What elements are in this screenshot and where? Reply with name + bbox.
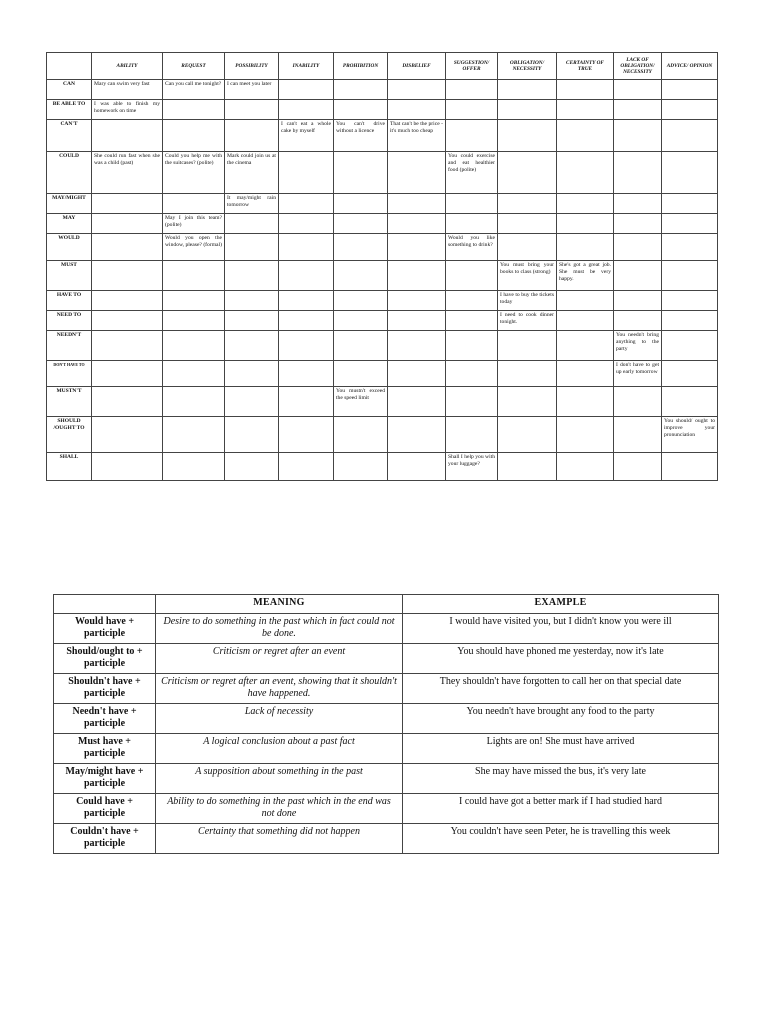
- example-cell: [334, 311, 388, 331]
- perfect-row: [54, 794, 719, 824]
- example-cell: [163, 261, 225, 291]
- example-cell: That can't be the price - it's much too cheap: [388, 120, 446, 152]
- example-cell: [498, 417, 557, 453]
- example-cell: [225, 214, 279, 234]
- example-cell: [92, 194, 163, 214]
- example-cell: [334, 152, 388, 194]
- example-cell: I can meet you later: [225, 80, 279, 100]
- example-cell: [334, 194, 388, 214]
- example-cell: [388, 152, 446, 194]
- example-cell: Can you call me tonight?: [163, 80, 225, 100]
- grid-row: [47, 417, 718, 453]
- example-cell: [279, 453, 334, 481]
- example-cell: [225, 387, 279, 417]
- example-cell: [225, 361, 279, 387]
- example-cell: [662, 194, 718, 214]
- example-cell: I have to buy the tickets today: [498, 291, 557, 311]
- example-cell: [163, 453, 225, 481]
- perfect-column-header: EXAMPLE: [403, 595, 719, 614]
- example-cell: [279, 80, 334, 100]
- perfect-example: She may have missed the bus, it's very late: [403, 764, 719, 794]
- modal-verb-label: HAVE TO: [47, 291, 92, 311]
- grid-row: [47, 361, 718, 387]
- example-cell: [279, 417, 334, 453]
- example-cell: [388, 331, 446, 361]
- example-cell: [92, 417, 163, 453]
- example-cell: You can't drive without a licence: [334, 120, 388, 152]
- example-cell: [225, 417, 279, 453]
- example-cell: [557, 311, 614, 331]
- example-cell: [662, 311, 718, 331]
- example-cell: [498, 387, 557, 417]
- example-cell: [614, 311, 662, 331]
- perfect-column-header: [54, 595, 156, 614]
- example-cell: I was able to finish my homework on time: [92, 100, 163, 120]
- example-cell: [334, 453, 388, 481]
- perfect-form: Needn't have + participle: [54, 704, 156, 734]
- grid-row: [47, 214, 718, 234]
- example-cell: [163, 331, 225, 361]
- grid-row: [47, 152, 718, 194]
- example-cell: [662, 100, 718, 120]
- example-cell: [225, 291, 279, 311]
- grid-header-row: [47, 53, 718, 80]
- perfect-row: [54, 824, 719, 854]
- example-cell: [225, 311, 279, 331]
- modal-verb-label: WOULD: [47, 234, 92, 261]
- grid-row: [47, 387, 718, 417]
- example-cell: [446, 261, 498, 291]
- example-cell: [557, 361, 614, 387]
- example-cell: [388, 261, 446, 291]
- modal-verb-label: NEED TO: [47, 311, 92, 331]
- grid-row: [47, 120, 718, 152]
- example-cell: [614, 120, 662, 152]
- example-cell: [614, 291, 662, 311]
- example-cell: [446, 120, 498, 152]
- example-cell: [279, 387, 334, 417]
- example-cell: [279, 291, 334, 311]
- grid-row: [47, 234, 718, 261]
- perfect-form: Shouldn't have + participle: [54, 674, 156, 704]
- example-cell: [557, 100, 614, 120]
- example-cell: You mustn't exceed the speed limit: [334, 387, 388, 417]
- example-cell: [498, 361, 557, 387]
- example-cell: [614, 387, 662, 417]
- example-cell: [557, 234, 614, 261]
- example-cell: [279, 100, 334, 120]
- modal-verb-label: MAY: [47, 214, 92, 234]
- example-cell: [614, 80, 662, 100]
- column-header: ADVICE/ OPINION: [662, 53, 718, 80]
- column-header: POSSIBILITY: [225, 53, 279, 80]
- example-cell: [388, 291, 446, 311]
- example-cell: [388, 80, 446, 100]
- example-cell: [334, 331, 388, 361]
- example-cell: [279, 331, 334, 361]
- example-cell: [225, 120, 279, 152]
- example-cell: You must bring your books to class (strong): [498, 261, 557, 291]
- example-cell: [388, 214, 446, 234]
- example-cell: [557, 291, 614, 311]
- example-cell: [498, 100, 557, 120]
- example-cell: [557, 214, 614, 234]
- modal-verb-label: CAN: [47, 80, 92, 100]
- example-cell: [662, 152, 718, 194]
- example-cell: [334, 234, 388, 261]
- example-cell: [498, 234, 557, 261]
- example-cell: [614, 152, 662, 194]
- example-cell: [334, 417, 388, 453]
- example-cell: [498, 214, 557, 234]
- example-cell: [498, 80, 557, 100]
- example-cell: [614, 453, 662, 481]
- perfect-row: [54, 674, 719, 704]
- example-cell: [279, 152, 334, 194]
- grid-row: [47, 331, 718, 361]
- perfect-row: [54, 644, 719, 674]
- example-cell: [446, 80, 498, 100]
- example-cell: [163, 194, 225, 214]
- column-header: ABILITY: [92, 53, 163, 80]
- example-cell: [662, 453, 718, 481]
- example-cell: [614, 261, 662, 291]
- perfect-row: [54, 734, 719, 764]
- perfect-column-header: MEANING: [156, 595, 403, 614]
- perfect-row: [54, 764, 719, 794]
- perfect-example: They shouldn't have forgotten to call her on that special date: [403, 674, 719, 704]
- grid-row: [47, 100, 718, 120]
- example-cell: I don't have to get up early tomorrow: [614, 361, 662, 387]
- example-cell: Could you help me with the suitcases? (polite): [163, 152, 225, 194]
- modal-verb-label: DON'T HAVE TO: [47, 361, 92, 387]
- perfect-example: Lights are on! She must have arrived: [403, 734, 719, 764]
- example-cell: [279, 311, 334, 331]
- example-cell: [92, 234, 163, 261]
- example-cell: [557, 152, 614, 194]
- perfect-example: You should have phoned me yesterday, now it's late: [403, 644, 719, 674]
- example-cell: [225, 261, 279, 291]
- grid-row: [47, 311, 718, 331]
- example-cell: [334, 100, 388, 120]
- modal-verb-label: MAY/MIGHT: [47, 194, 92, 214]
- example-cell: May I join this team? (polite): [163, 214, 225, 234]
- column-header: SUGGESTION/ OFFER: [446, 53, 498, 80]
- perfect-example: I would have visited you, but I didn't know you were ill: [403, 614, 719, 644]
- example-cell: [662, 214, 718, 234]
- example-cell: [92, 291, 163, 311]
- example-cell: [662, 120, 718, 152]
- example-cell: [662, 291, 718, 311]
- example-cell: You needn't bring anything to the party: [614, 331, 662, 361]
- example-cell: [557, 453, 614, 481]
- example-cell: [279, 194, 334, 214]
- example-cell: [388, 311, 446, 331]
- example-cell: [163, 100, 225, 120]
- example-cell: [334, 214, 388, 234]
- example-cell: [662, 387, 718, 417]
- perfect-meaning: Certainty that something did not happen: [156, 824, 403, 854]
- grid-row: [47, 194, 718, 214]
- example-cell: [446, 100, 498, 120]
- modal-verb-label: SHOULD /OUGHT TO: [47, 417, 92, 453]
- example-cell: Would you like something to drink?: [446, 234, 498, 261]
- perfect-form: Couldn't have + participle: [54, 824, 156, 854]
- example-cell: [662, 80, 718, 100]
- column-header: [47, 53, 92, 80]
- example-cell: [388, 453, 446, 481]
- column-header: OBLIGATION/ NECESSITY: [498, 53, 557, 80]
- example-cell: [92, 120, 163, 152]
- example-cell: She could run fast when she was a child (past): [92, 152, 163, 194]
- example-cell: [388, 234, 446, 261]
- grid-row: [47, 453, 718, 481]
- example-cell: [446, 417, 498, 453]
- perfect-row: [54, 704, 719, 734]
- example-cell: [498, 120, 557, 152]
- example-cell: [279, 234, 334, 261]
- example-cell: [662, 331, 718, 361]
- example-cell: [334, 291, 388, 311]
- example-cell: [163, 120, 225, 152]
- column-header: LACK OF OBLIGATION/ NECESSITY: [614, 53, 662, 80]
- column-header: INABILITY: [279, 53, 334, 80]
- example-cell: You could exercise and eat healthier food (polite): [446, 152, 498, 194]
- perfect-form: Could have + participle: [54, 794, 156, 824]
- example-cell: [446, 387, 498, 417]
- perfect-modals-table: [53, 594, 719, 854]
- modal-verb-label: CAN'T: [47, 120, 92, 152]
- perfect-form: Should/ought to + participle: [54, 644, 156, 674]
- modal-verb-label: SHALL: [47, 453, 92, 481]
- example-cell: [163, 361, 225, 387]
- example-cell: [163, 311, 225, 331]
- modal-verbs-grid: [46, 52, 718, 481]
- example-cell: [614, 100, 662, 120]
- example-cell: [557, 417, 614, 453]
- modal-verb-label: BE ABLE TO: [47, 100, 92, 120]
- example-cell: [92, 261, 163, 291]
- modal-verb-label: MUSTN'T: [47, 387, 92, 417]
- example-cell: [557, 331, 614, 361]
- example-cell: [92, 331, 163, 361]
- perfect-example: I could have got a better mark if I had studied hard: [403, 794, 719, 824]
- example-cell: [614, 417, 662, 453]
- example-cell: [557, 80, 614, 100]
- example-cell: [498, 152, 557, 194]
- example-cell: [163, 417, 225, 453]
- grid-row: [47, 291, 718, 311]
- perfect-example: You couldn't have seen Peter, he is travelling this week: [403, 824, 719, 854]
- modal-verb-label: MUST: [47, 261, 92, 291]
- example-cell: [614, 194, 662, 214]
- example-cell: [557, 387, 614, 417]
- example-cell: [92, 361, 163, 387]
- example-cell: [388, 361, 446, 387]
- example-cell: Shall I help you with your luggage?: [446, 453, 498, 481]
- perfect-meaning: Desire to do something in the past which in fact could not be done.: [156, 614, 403, 644]
- example-cell: [446, 194, 498, 214]
- example-cell: [334, 80, 388, 100]
- grid-row: [47, 261, 718, 291]
- example-cell: [388, 194, 446, 214]
- example-cell: [498, 194, 557, 214]
- example-cell: It may/might rain tomorrow: [225, 194, 279, 214]
- perfect-meaning: A logical conclusion about a past fact: [156, 734, 403, 764]
- example-cell: I can't eat a whole cake by myself: [279, 120, 334, 152]
- example-cell: You should/ ought to improve your pronunciation: [662, 417, 718, 453]
- example-cell: [498, 331, 557, 361]
- example-cell: [614, 214, 662, 234]
- example-cell: [388, 100, 446, 120]
- column-header: PROHIBITION: [334, 53, 388, 80]
- example-cell: [388, 387, 446, 417]
- example-cell: [163, 387, 225, 417]
- example-cell: [92, 311, 163, 331]
- example-cell: [225, 453, 279, 481]
- example-cell: [279, 214, 334, 234]
- example-cell: Mark could join us at the cinema: [225, 152, 279, 194]
- example-cell: [614, 234, 662, 261]
- perfect-meaning: Criticism or regret after an event: [156, 644, 403, 674]
- modal-verb-label: COULD: [47, 152, 92, 194]
- example-cell: [388, 417, 446, 453]
- example-cell: Mary can swim very fast: [92, 80, 163, 100]
- example-cell: [279, 261, 334, 291]
- example-cell: [92, 387, 163, 417]
- example-cell: Would you open the window, please? (formal): [163, 234, 225, 261]
- column-header: DISBELIEF: [388, 53, 446, 80]
- example-cell: [334, 261, 388, 291]
- column-header: REQUEST: [163, 53, 225, 80]
- column-header: CERTAINTY OF TRUE: [557, 53, 614, 80]
- example-cell: [446, 214, 498, 234]
- example-cell: [557, 194, 614, 214]
- example-cell: [662, 261, 718, 291]
- example-cell: [498, 453, 557, 481]
- example-cell: [446, 311, 498, 331]
- example-cell: I need to cook dinner tonight.: [498, 311, 557, 331]
- perfect-row: [54, 614, 719, 644]
- modal-verb-label: NEEDN'T: [47, 331, 92, 361]
- example-cell: [279, 361, 334, 387]
- perfect-meaning: Criticism or regret after an event, showing that it shouldn't have happened.: [156, 674, 403, 704]
- example-cell: [446, 361, 498, 387]
- perfect-form: May/might have + participle: [54, 764, 156, 794]
- perfect-form: Must have + participle: [54, 734, 156, 764]
- perfect-form: Would have + participle: [54, 614, 156, 644]
- example-cell: [334, 361, 388, 387]
- example-cell: [225, 331, 279, 361]
- example-cell: [92, 453, 163, 481]
- example-cell: She's got a great job. She must be very happy.: [557, 261, 614, 291]
- example-cell: [662, 361, 718, 387]
- example-cell: [225, 234, 279, 261]
- example-cell: [163, 291, 225, 311]
- perfect-header-row: [54, 595, 719, 614]
- perfect-example: You needn't have brought any food to the party: [403, 704, 719, 734]
- example-cell: [92, 214, 163, 234]
- perfect-meaning: A supposition about something in the past: [156, 764, 403, 794]
- perfect-meaning: Ability to do something in the past which in the end was not done: [156, 794, 403, 824]
- example-cell: [225, 100, 279, 120]
- example-cell: [557, 120, 614, 152]
- grid-row: [47, 80, 718, 100]
- example-cell: [446, 331, 498, 361]
- example-cell: [662, 234, 718, 261]
- example-cell: [446, 291, 498, 311]
- perfect-meaning: Lack of necessity: [156, 704, 403, 734]
